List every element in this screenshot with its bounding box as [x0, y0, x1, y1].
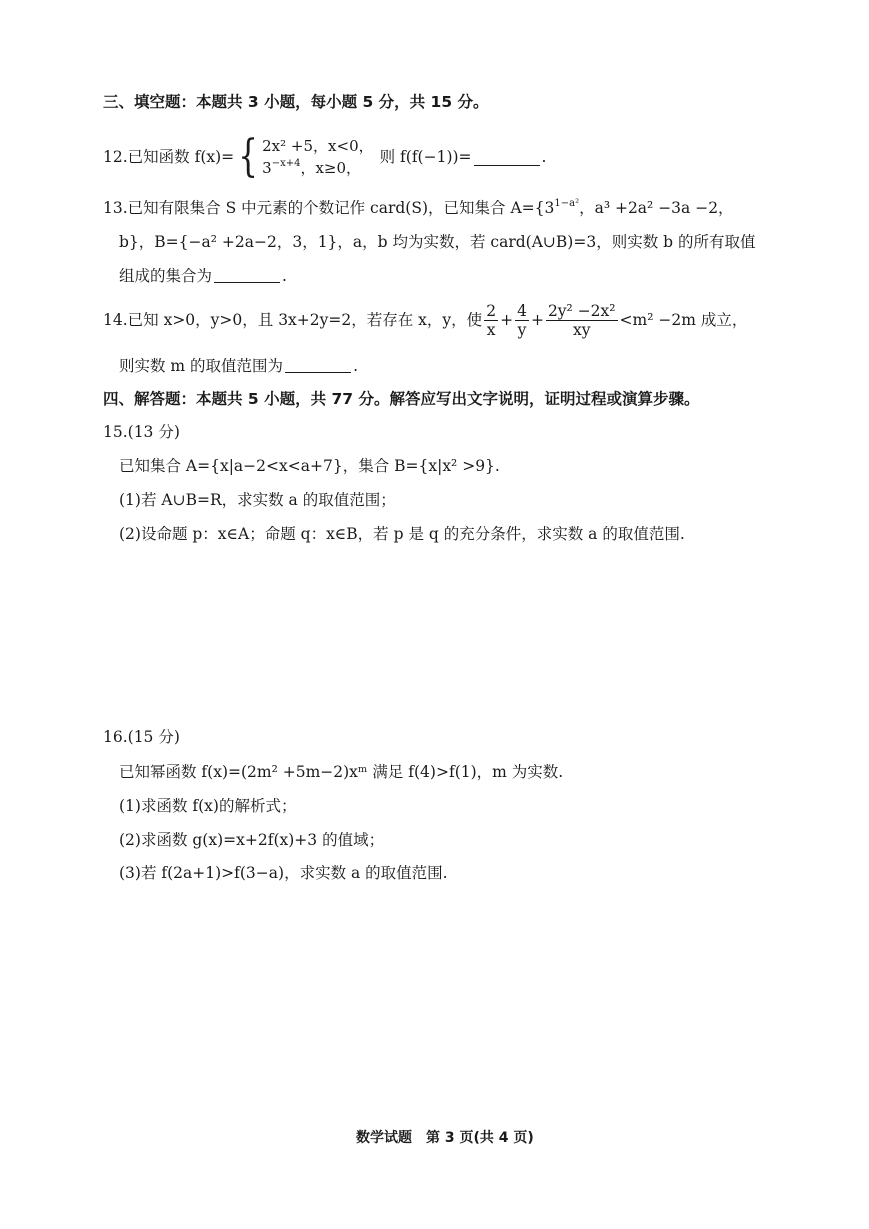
- question-12: [103, 132, 546, 182]
- q12-end: .: [541, 148, 547, 166]
- q12-prefix: 12.已知函数 f(x)=: [103, 148, 235, 166]
- question-15-part-1: (1)若 A∪B=R，求实数 a 的取值范围；: [119, 491, 396, 509]
- question-14-line-2: 则实数 m 的取值范围为 .: [119, 357, 358, 375]
- fraction-2-over-x: $\frac{2}{x}$: [486, 301, 497, 339]
- question-13-line-1: 13.已知有限集合 S 中元素的个数记作 card(S)，已知集合 $A=\{3^{1-a^2}$，a³ +2a² −3a −2，: [103, 198, 734, 217]
- question-15-header: 15.(13 分): [103, 423, 180, 441]
- question-16-part-1: (1)求函数 f(x)的解析式；: [119, 797, 297, 815]
- q14-answer-blank[interactable]: [285, 356, 351, 373]
- question-14-line-1: 14.已知 x>0，y>0，且 3x+2y=2，若存在 x，y，使 $\frac{2}{x}$ + $\frac{4}{y}$ + $\frac{\text{2y² −2x²}}{xy}$ <m² −2m 成立，: [103, 301, 748, 339]
- q12-case-2: $3^{-x+4}$，x≥0，: [262, 158, 362, 177]
- section-3-title: 三、填空题：本题共 3 小题，每小题 5 分，共 15 分。: [103, 93, 489, 111]
- question-16-header: 16.(15 分): [103, 728, 180, 746]
- question-13-line-2: b}，B={−a² +2a−2，3，1}，a，b 均为实数，若 card(A∪B)=3，则实数 b 的所有取值: [119, 233, 756, 251]
- piecewise-brace: {: [238, 131, 258, 182]
- question-16-part-2: (2)求函数 g(x)=x+2f(x)+3 的值域；: [119, 831, 385, 849]
- section-4-title: 四、解答题：本题共 5 小题，共 77 分。解答应写出文字说明，证明过程或演算步骤。: [103, 390, 700, 408]
- piecewise-cases: [262, 135, 373, 179]
- q12-answer-blank[interactable]: [474, 149, 540, 166]
- q12-suffix: 则 f(f(−1))=: [379, 148, 472, 166]
- fraction-4-over-y: $\frac{4}{y}$: [517, 301, 527, 339]
- page-footer: 数学试题 第 3 页(共 4 页): [356, 1130, 534, 1146]
- fraction-difference-over-xy: $\frac{\text{2y² −2x²}}{xy}$: [547, 301, 616, 339]
- question-15-part-2: (2)设命题 p：x∈A；命题 q：x∈B，若 p 是 q 的充分条件，求实数 a 的取值范围.: [119, 525, 685, 543]
- question-15-stem: 已知集合 A={x|a−2<x<a+7}，集合 B={x|x² >9}.: [119, 457, 500, 475]
- question-13-line-3: 组成的集合为 .: [119, 267, 287, 285]
- question-16-stem: 已知幂函数 f(x)=(2m² +5m−2)xᵐ 满足 f(4)>f(1)，m 为实数.: [119, 763, 564, 781]
- q12-case-1: 2x² +5，x<0，: [262, 137, 374, 155]
- q13-answer-blank[interactable]: [214, 266, 280, 283]
- question-16-part-3: (3)若 f(2a+1)>f(3−a)，求实数 a 的取值范围.: [119, 864, 448, 882]
